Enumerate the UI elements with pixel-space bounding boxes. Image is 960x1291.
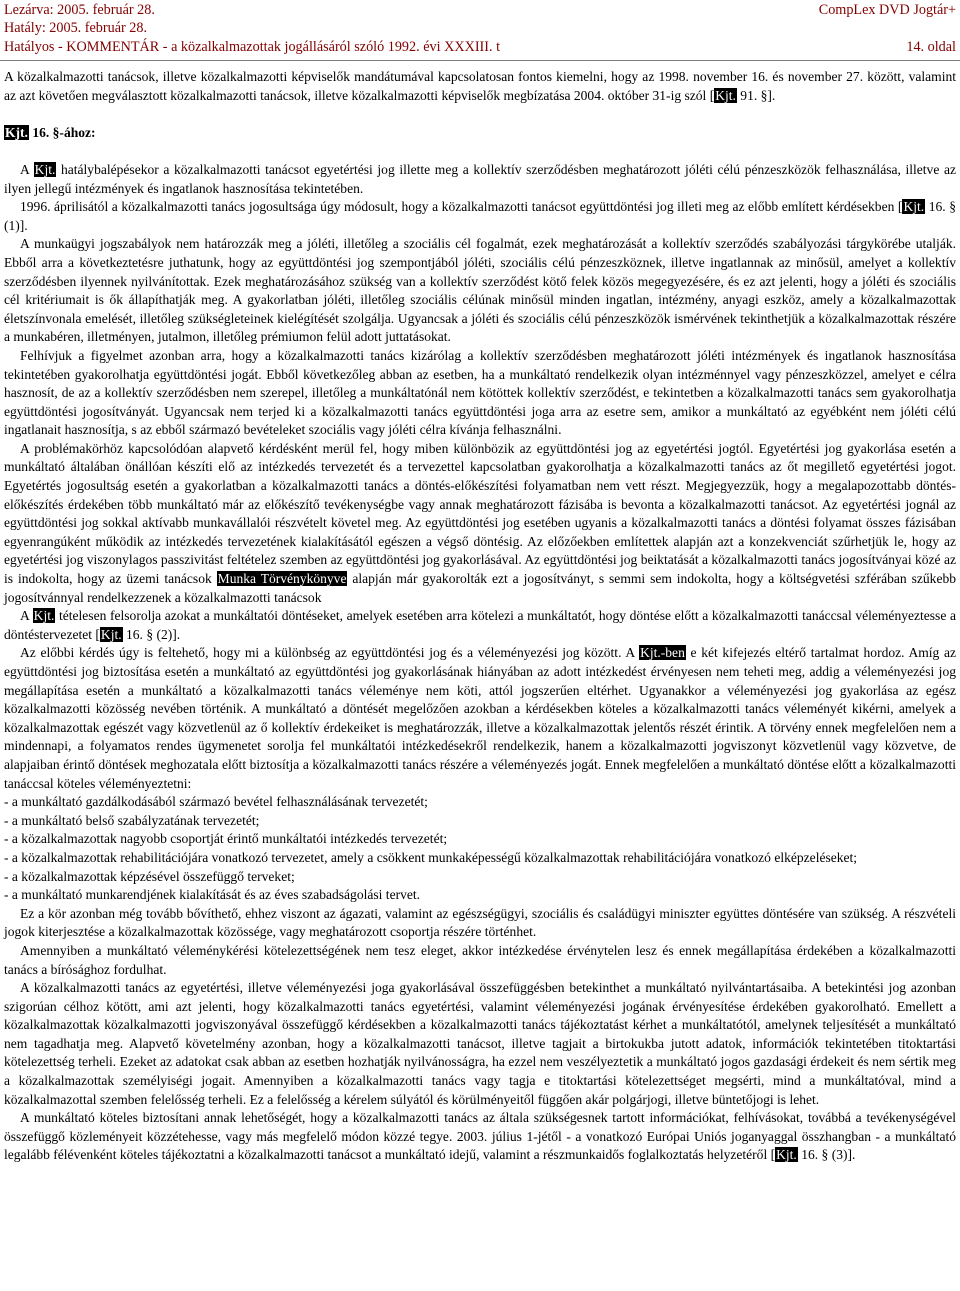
paragraph: A közalkalmazotti tanács az egyetértési, illetve véleményezési joga gyakorlásával összefüggésben betekinthet a munkáltató nyilvántartásaiba. A betekintési jog azonban szigorúan célhoz kötött, ami azt jelenti, hogy közalkalmazotti tanács egyetértési, valamint véleményezési jogának érvényesítése érdekében gyakorolható. Emellett a közalkalmazottak közalkalmazotti jogviszonyával összefüggő kérdésekben a közalkalmazotti tanács tájékoztatást kérhet a munkáltatótól, amelynek teljesítését a munkáltató nem tagadhatja meg. Alapvető követelmény azonban, hogy a közalkalmazotti tanácsot, illetve tagjait a birtokukba jutott adatok, információk tekintetében titoktartási kötelezettség terheli. Ezeket az adatokat csak abban az esetben hozhatják nyilvánosságra, ha ezzel nem veszélyeztetik a munkáltató jogos gazdasági érdekeit és nem sértik meg a közalkalmazottak személyiségi jogait. Amennyiben a közalkalmazotti tanács vagy tagja e titoktartási kötelezettséget megsérti, mind a munkáltatóval, mind a közalkalmazottal szemben felelősség terheli. Ez a felelősség a kérelem súlyától és körülményeitől függően akár polgárjogi, illetve büntetőjogi is lehet. <box>4 980 956 1107</box>
paragraph: A Kjt. tételesen felsorolja azokat a munkáltatói döntéseket, amelyek esetében arra kötelezi a munkáltatót, hogy döntése előtt a közalkalmazotti tanáccsal véleményeztesse a döntéstervezetet [Kjt. 16. § (2)]. <box>4 608 956 642</box>
effective-date: Hatály: 2005. február 28. <box>4 20 148 36</box>
intro-paragraph: A közalkalmazotti tanácsok, illetve közalkalmazotti képviselők mandátumával kapcsolatosan fontos kiemelni, hogy az 1998. november 16. és november 27. között, valamint az azt követően megválasztott közalkalmazotti tanácsok, illetve közalkalmazotti képviselők megbízatása 2004. október 31-ig szól [Kjt. 91. §]. <box>4 69 956 103</box>
paragraph: Az előbbi kérdés úgy is feltehető, hogy mi a különbség az együttdöntési jog és a véleményezési jog között. A Kjt.-ben e két kifejezés eltérő tartalmat hordoz. Amíg az együttdöntési jog biztosítása esetén a munkáltató az együttdöntési jog gyakorlásának hiányában az adott intézkedést érvényesen nem teheti meg, addig a véleményezési jog megállapítása esetén a munkáltató a közalkalmazotti tanács véleménye nem köti, attól jogszerűen eltérhet. Ugyanakkor a véleményezési jog gyakorlása az egész közalkalmazotti közösség nevében történik. A munkáltató a döntését megelőzően azokban a kérdésekben köteles a közalkalmazotti tanács véleményét kikérni, amelyek a közalkalmazottak egészét vagy közvetlenül az ő kollektív érdekeiket is meghatározzák, illetve a közalkalmazottak jelentős részét érintik. A törvény ennek megfelelően nem a mindennapi, a folyamatos rendes ügymenetet sorolja fel munkáltatói intézkedésekről rendelkezik, hanem a közalkalmazotti jogviszonyt közvetlenül vagy közvetve, de alapjaiban érintő döntések meghozatala előtt biztosítja a közalkalmazotti tanács részére a véleményezés jogát. Ennek megfelelően a munkáltató döntése előtt a közalkalmazotti tanáccsal köteles véleményeztetni: <box>4 645 956 791</box>
list-item: - a munkáltató gazdálkodásából származó bevétel felhasználásának tervezetét; <box>4 794 428 810</box>
paragraph: Felhívjuk a figyelmet azonban arra, hogy a közalkalmazotti tanács kizárólag a kollektív szerződésben meghatározott jóléti intézmények és ingatlanok hasznosítása tekintetében gyakorolhatja együttdöntési jogát. Ebből következőleg abban az esetben, ha a munkáltató rendelkezik olyan intézménnyel vagy pénzeszközzel, amelyet e célra hasznosít, de az a kollektív szerződésben nem szerepel, illetőleg a munkáltatónál nem kötöttek kollektív szerződést, e tekintetben a közalkalmazotti tanács sem gyakorolhatja együttdöntési jogosítványát. Ugyancsak nem terjed ki a közalkalmazotti tanács együttdöntési joga arra az esetre sem, amikor a munkáltató az egyébként nem jóléti célú ingatlanait hasznosítja, s az ebből származó bevételeket szociális vagy jóléti célra kívánja felhasználni. <box>4 347 956 438</box>
paragraph: Ez a kör azonban még tovább bővíthető, ehhez viszont az ágazati, valamint az egészségügyi, szociális és családügyi miniszter együttes döntésére van szükség. A részvételi jogok kiterjesztése a közalkalmazottak közössége, vagy meghatározott csoportja részére történhet. <box>4 905 956 940</box>
paragraph: A Kjt. hatálybalépésekor a közalkalmazotti tanácsot egyetértési jog illette meg a kollektív szerződésben meghatározott jóléti célú pénzeszközök felhasználása, illetve az ilyen jellegű intézmények és ingatlanok hasznosítása tekintetében. <box>4 161 956 196</box>
list-item: - a munkáltató munkarendjének kialakítását és az éves szabadságolási tervet. <box>4 887 421 903</box>
list-item: - a közalkalmazottak rehabilitációjára vonatkozó tervezetet, amely a csökkent munkaképességű közalkalmazottak rehabilitációjára vonatkozó elképzeléseket; <box>4 849 858 865</box>
kjt-link[interactable]: Kjt. <box>715 87 736 103</box>
kjt-link[interactable]: Kjt.-ben <box>640 645 685 661</box>
kjt-link[interactable]: Kjt. <box>5 124 28 140</box>
closed-date: Lezárva: 2005. február 28. <box>4 2 155 18</box>
kjt-link[interactable]: Kjt. <box>33 608 55 624</box>
product-name: CompLex DVD Jogtár+ <box>818 2 956 18</box>
header-divider <box>0 60 960 61</box>
page-number: 14. oldal <box>906 39 956 55</box>
paragraph: A munkaügyi jogszabályok nem határozzák meg a jóléti, illetőleg a szociális cél fogalmát, ezek meghatározását a kollektív szerződés szabályozási tárgykörébe utalják. Ebből arra a következtetésre juthatunk, hogy az együttdöntési jog szempontjából jóléti, szociális célú pénzeszköznek, illetve ingatlannak az minősül, amelyet a kollektív szerződésben ilyennek nyilvánítottak. Ezek meghatározásához szükség van a kollektív szerződést kötő felek közös megegyezésére, és ez azt jelenti, hogy a jóléti és szociális cél kritériumait is ők állapíthatják meg. A gyakorlatban jóléti, illetőleg szociális célúnak minősül minden ingatlan, intézmény, anyagi eszköz, amely a közalkalmazottak életszínvonala emelését, illetőleg szükségleteinek kielégítését szolgálja. Ugyancsak a jóléti és szociális célú pénzeszközök ismérvének tekinthetjük a közalkalmazottak részére a munkabéren, illetményen, jutalmon, illetőleg prémiumon felül adott juttatásokat. <box>4 236 956 345</box>
list-item: - a közalkalmazottak képzésével összefüggő terveket; <box>4 868 295 884</box>
kjt-link[interactable]: Kjt. <box>100 626 122 642</box>
paragraph: A problémakörhöz kapcsolódóan alapvető kérdésként merül fel, hogy miben különbözik az együttdöntési jog az egyetértési jogtól. Egyetértési jog gyakorlása esetén a munkáltató általában önállóan készíti elő az intézkedés tervezetét és a tervezettel kapcsolatban gyakorolhatja a közalkalmazotti tanács az őt megillető egyetértési jogot. Egyetértés jogosultság esetén a gyakorlatban a közalkalmazotti tanács a döntés-előkészítési folyamatban nem vett részt. Megjegyezzük, hogy a megalapozottabb döntés-előkészítés érdekében több munkáltató már az előkészítő tevékenységbe vagy annak meghatározott fázisába is bevonta a közalkalmazotti tanácsot. Az egyetértési jognál az együttdöntési jog sokkal aktívabb munkavállalói részvételt követel meg. Az együttdöntési jog esetében ugyanis a közalkalmazotti tanács a döntési folyamat összes fázisában egyenrangúként működik az intézkedés tervezetének kialakításától egészen a végső döntésig. Az előzőekben említettek alapján azt a konzekvenciát szűrhetjük le, hogy az egyetértési jog viszonylagos passzivitást feltételez szemben az együttdöntési jog gyakorlásával. Az együttdöntési jog beiktatását a közalkalmazotti tanács jogosítványai közé az is indokolta, hogy az üzemi tanácsok Munka Törvénykönyve alapján már gyakorolták ezt a jogosítványt, s semmi sem indokolta, hogy a költségvetési szférában szűkebb jogosítvánnyal rendelkezzenek a közalkalmazotti tanácsok <box>4 440 957 605</box>
section-heading: Kjt. 16. §-ához: <box>5 124 96 140</box>
list-item: - a munkáltató belső szabályzatának tervezetét; <box>4 812 260 828</box>
kjt-link[interactable]: Kjt. <box>34 161 56 177</box>
list-item: - a közalkalmazottak nagyobb csoportját érintő munkáltatói intézkedés tervezetét; <box>4 831 448 847</box>
page-header <box>0 0 960 58</box>
paragraph: Amennyiben a munkáltató véleménykérési kötelezettségének nem tesz eleget, akkor intézkedése érvénytelen lesz és ennek megállapítása érdekében a közalkalmazotti tanács a bírósághoz fordulhat. <box>4 942 956 977</box>
document-body <box>4 68 956 1165</box>
kjt-link[interactable]: Kjt. <box>776 1147 797 1163</box>
paragraph: A munkáltató köteles biztosítani annak lehetőségét, hogy a közalkalmazotti tanács az általa szükségesnek tartott információkat, felhívásokat, továbbá a tevékenységével összefüggő közleményeit közzétehesse, vagy más megfelelő módon közzé tegye. 2003. július 1-jétől - a vonatkozó Európai Uniós joganyaggal összhangban - a munkáltató legalább félévenként köteles tájékoztatni a közalkalmazotti tanácsot a munkáltató idejű, valamint a részmunkaidős foglalkoztatás helyzetéről [Kjt. 16. § (3)]. <box>4 1110 956 1163</box>
kjt-link[interactable]: Kjt. <box>903 199 925 215</box>
munka-torvenykonyve-link[interactable]: Munka Törvénykönyve <box>217 571 347 587</box>
paragraph: 1996. áprilisától a közalkalmazotti tanács jogosultsága úgy módosult, hogy a közalkalmazotti tanácsot együttdöntési jog illeti meg az előbb említett kérdésekben [Kjt. 16. § (1)]. <box>4 199 957 233</box>
document-title: Hatályos - KOMMENTÁR - a közalkalmazottak jogállásáról szóló 1992. évi XXXIII. t <box>4 39 501 55</box>
